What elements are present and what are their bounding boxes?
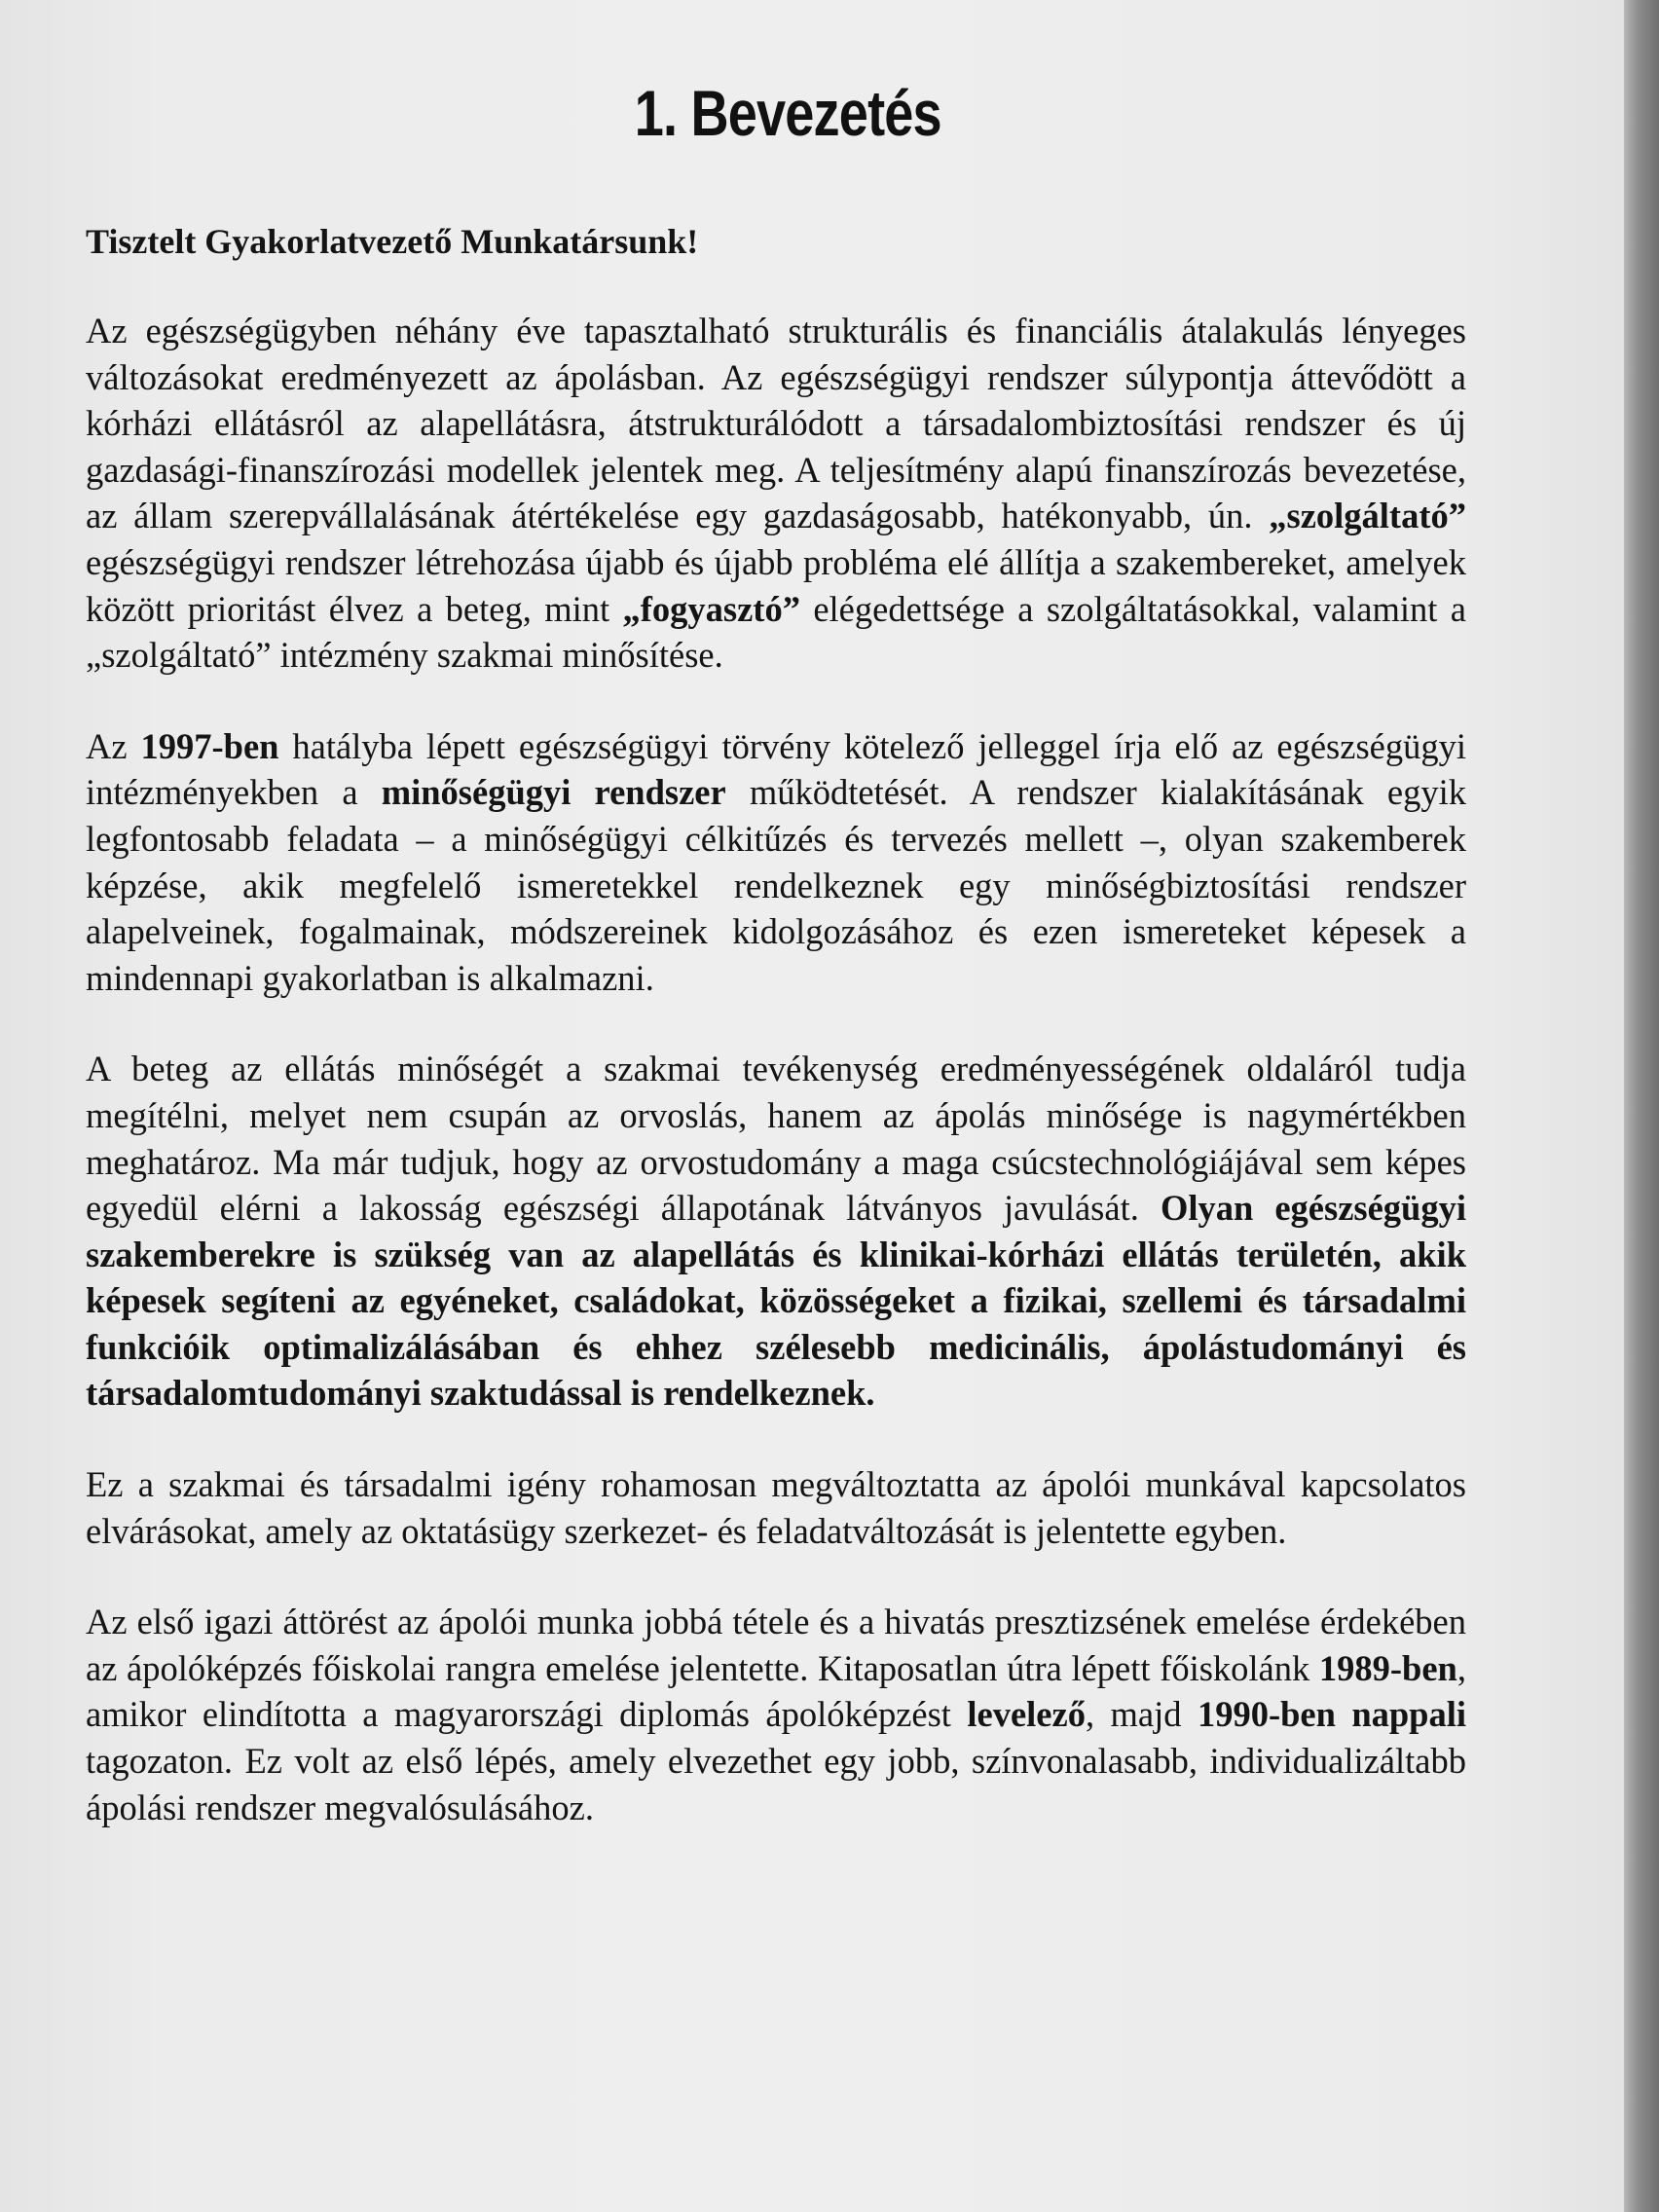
page-edge-shadow — [1624, 0, 1659, 2212]
paragraph-2-bold-year: 1997-ben — [140, 725, 279, 766]
paragraph-5-text-e: tagozaton. Ez volt az első lépés, amely elvezethet egy jobb, színvonalasabb, individualizáltabb ápolási rendszer megvalósulásához. — [86, 1741, 1466, 1827]
paragraph-2-text-a: Az — [86, 725, 141, 766]
paragraph-4 — [86, 1461, 1466, 1554]
paragraph-3 — [86, 1046, 1466, 1417]
paragraph-5 — [86, 1599, 1466, 1830]
paragraph-1-bold-szolgaltato: „szolgáltató” — [1269, 496, 1466, 536]
paragraph-5-bold-levelezo: levelező — [967, 1694, 1086, 1735]
paragraph-2-text-c: hatályba lépett egészségügyi törvény kötelező jelleggel írja elő az egészségügyi intézményekben a — [86, 725, 1466, 813]
paragraph-5-bold-1989: 1989-ben — [1318, 1647, 1457, 1688]
salutation: Tisztelt Gyakorlatvezető Munkatársunk! — [86, 222, 699, 261]
paragraph-5-bold-1990: 1990-ben nappali — [1197, 1694, 1467, 1735]
paragraph-1-text-d: elégedettsége a szolgáltatásokkal, valamint a „szolgáltató” intézmény szakmai minősítése. — [86, 588, 1466, 676]
paragraph-5-text-a: Az első igazi áttörést az ápolói munka jobbá tétele és a hivatás presztizsének emelése érdekében az ápolóképzés főiskolai rangra emelése jelentette. Kitaposatlan útra lépett főiskolánk — [86, 1602, 1466, 1688]
paragraph-3-text-a: A beteg az ellátás minőségét a szakmai tevékenység eredményességének oldaláról tudja megítélni, melyet nem csupán az orvoslás, hanem az ápolás minősége is nagymértékben meghatároz. Ma már tudjuk, hogy az orvostudomány a maga csúcstechnológiájával sem képes egyedül elérni a lakosság egészségi állapotának látványos javulását. — [86, 1049, 1466, 1229]
paragraph-2 — [86, 723, 1466, 1002]
paragraph-1-bold-fogyaszto: „fogyasztó” — [622, 588, 800, 629]
paragraph-3-bold-text: Olyan egészségügyi szakemberekre is szükség van az alapellátás és klinikai-kórházi ellátás területén, akik képesek segíteni az egyéneket, családokat, közösségeket a fizikai, szellemi és társadalmi funkcióik optimalizálásában és ehhez szélesebb medicinális, ápolástudományi és társadalomtudományi szaktudással is rendelkeznek. — [86, 1188, 1466, 1414]
chapter-title: 1. Bevezetés — [634, 77, 941, 149]
page-content — [86, 76, 1466, 1830]
paragraph-5-text-d: , majd — [1085, 1694, 1198, 1735]
paragraph-2-bold-system: minőségügyi rendszer — [381, 772, 726, 813]
paragraph-1 — [86, 308, 1466, 679]
paragraph-2-text-d: működtetését. A rendszer kialakításának egyik legfontosabb feladata – a minőségügyi célkitűzés és tervezés mellett –, olyan szakemberek képzése, akik megfelelő ismeretekkel rendelkeznek egy minőségbiztosítási rendszer alapelveinek, fogalmainak, módszereinek kidolgozásához és ezen ismereteket képesek a mindennapi gyakorlatban is alkalmazni. — [86, 772, 1466, 998]
paragraph-4-text-a: Ez a szakmai és társadalmi igény rohamosan megváltoztatta az ápolói munkával kapcsolatos elvárásokat, amely az oktatásügy szerkezet- és feladatváltozását is jelentette egyben. — [86, 1464, 1466, 1551]
paragraph-1-text-c: egészségügyi rendszer létrehozása újabb és újabb probléma elé állítja a szakembereket, amelyek között prioritást élvez a beteg, mint — [86, 541, 1466, 629]
paragraph-1-text-a: Az egészségügyben néhány éve tapasztalható strukturális és financiális átalakulás lényeges változásokat eredményezett az ápolásban. Az egészségügyi rendszer súlypontja áttevődött a kórházi ellátásról az alapellátásra, átstrukturálódott a társadalombiztosítási rendszer és új gazdasági-finanszírozási modellek jelentek meg. A teljesítmény alapú finanszírozás bevezetése, az állam szerepvállalásának átértékelése egy gazdaságosabb, hatékonyabb, ún. — [86, 311, 1466, 536]
paragraph-5-text-c: , amikor elindította a magyarországi diplomás ápolóképzést — [86, 1647, 1466, 1735]
